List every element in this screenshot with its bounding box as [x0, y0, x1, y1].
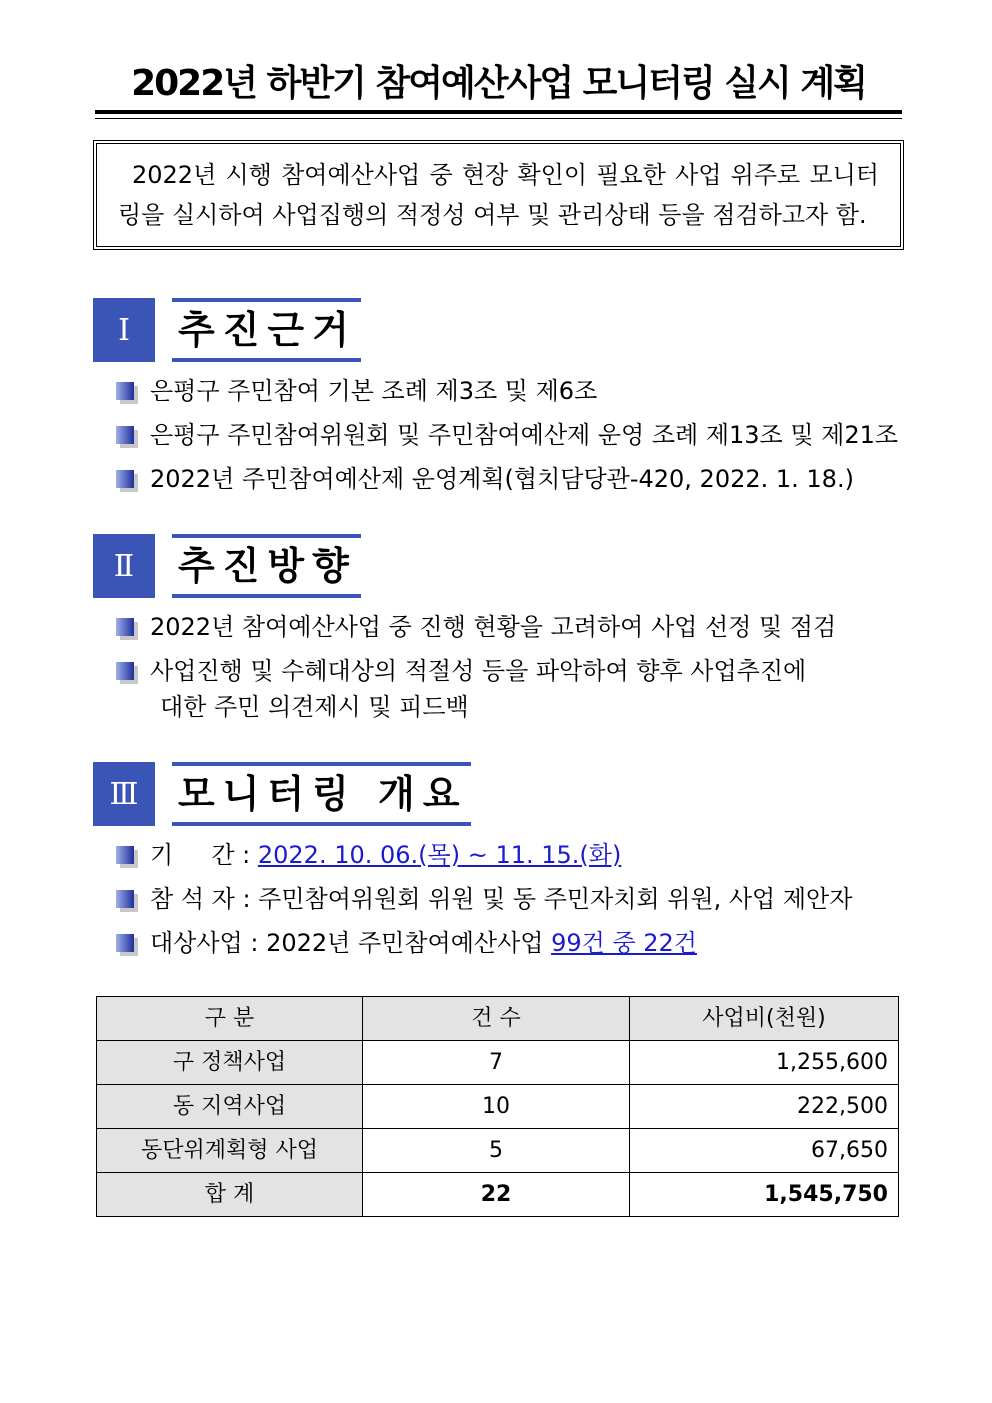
square-bullet-icon [116, 846, 134, 864]
cell: 1,255,600 [630, 1041, 899, 1085]
item-label: 참 석 자 : [150, 885, 259, 913]
square-bullet-icon [116, 662, 134, 680]
item-text: 은평구 주민참여 기본 조례 제3조 및 제6조 [150, 377, 598, 405]
page-title: 2022년 하반기 참여예산사업 모니터링 실시 계획 [95, 62, 902, 114]
section-number: Ⅰ [93, 298, 155, 362]
section-title: 추진방향 [172, 534, 361, 598]
item-text: 은평구 주민참여위원회 및 주민참여예산제 운영 조례 제13조 및 제21조 [150, 421, 899, 449]
square-bullet-icon [116, 934, 134, 952]
header-budget: 사업비(천원) [630, 997, 899, 1041]
cell: 5 [363, 1129, 630, 1173]
cell: 7 [363, 1041, 630, 1085]
table-row [97, 1041, 899, 1085]
item-label: 대상사업 : [150, 929, 267, 957]
list-item [116, 420, 904, 450]
list-item-attendees [116, 884, 904, 914]
square-bullet-icon [116, 426, 134, 444]
square-bullet-icon [116, 890, 134, 908]
cell: 동단위계획형 사업 [97, 1129, 363, 1173]
section-3-header [93, 762, 904, 826]
list-item-period [116, 840, 904, 870]
summary-box: 2022년 시행 참여예산사업 중 현장 확인이 필요한 사업 위주로 모니터링을 실시하여 사업집행의 적정성 여부 및 관리상태 등을 점검하고자 함. [93, 140, 904, 250]
item-label: 기 간 : [150, 841, 258, 869]
target-count: 99건 중 22건 [551, 929, 697, 957]
list-item-continuation: 대한 주민 의견제시 및 피드백 [160, 693, 469, 721]
section-number: Ⅱ [93, 534, 155, 598]
cell: 합 계 [97, 1173, 363, 1217]
section-title: 모니터링 개요 [172, 762, 471, 826]
square-bullet-icon [116, 382, 134, 400]
cell: 10 [363, 1085, 630, 1129]
cell: 동 지역사업 [97, 1085, 363, 1129]
square-bullet-icon [116, 470, 134, 488]
table-row [97, 1129, 899, 1173]
cell: 1,545,750 [630, 1173, 899, 1217]
table-row [97, 1085, 899, 1129]
section-number: Ⅲ [93, 762, 155, 826]
table-header-row [97, 997, 899, 1041]
cell: 67,650 [630, 1129, 899, 1173]
list-item [116, 656, 904, 686]
cell: 22 [363, 1173, 630, 1217]
list-item [116, 612, 904, 642]
cell: 구 정책사업 [97, 1041, 363, 1085]
section-title: 추진근거 [172, 298, 361, 362]
section-2-header [93, 534, 904, 598]
square-bullet-icon [116, 618, 134, 636]
item-text: 2022년 참여예산사업 중 진행 현황을 고려하여 사업 선정 및 점검 [150, 613, 837, 641]
header-count: 건 수 [363, 997, 630, 1041]
attendees-value: 주민참여위원회 위원 및 동 주민자치회 위원, 사업 제안자 [258, 885, 853, 913]
list-item-target [116, 928, 904, 958]
list-item [116, 376, 904, 406]
item-text: 사업진행 및 수혜대상의 적절성 등을 파악하여 향후 사업추진에 [150, 657, 807, 685]
cell: 222,500 [630, 1085, 899, 1129]
header-category: 구 분 [97, 997, 363, 1041]
target-value: 2022년 주민참여예산사업 [266, 929, 552, 957]
summary-table [96, 996, 899, 1217]
table-total-row [97, 1173, 899, 1217]
list-item [116, 464, 904, 494]
item-text: 2022년 주민참여예산제 운영계획(협치담당관-420, 2022. 1. 18.) [150, 465, 854, 493]
period-value: 2022. 10. 06.(목) ~ 11. 15.(화) [257, 841, 622, 869]
section-1-header [93, 298, 904, 362]
